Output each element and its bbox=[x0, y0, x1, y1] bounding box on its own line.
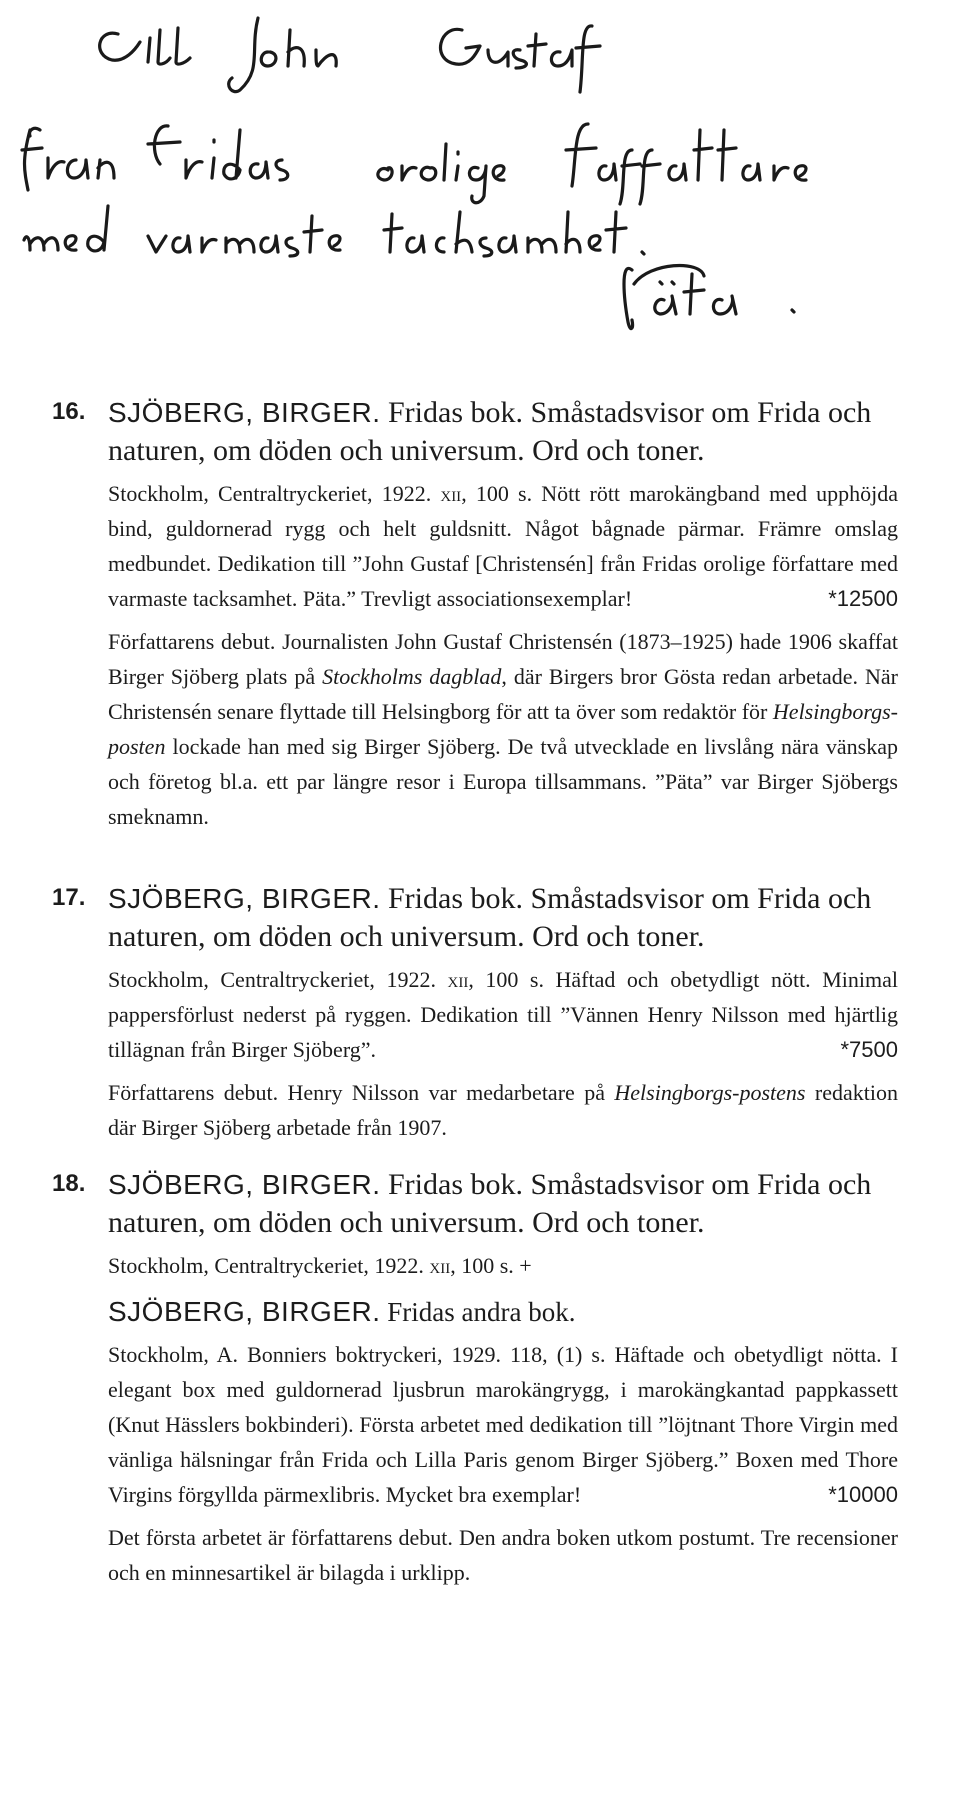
pagination-roman: xii bbox=[429, 1253, 451, 1278]
note-text: Författarens debut. Henry Nilsson var medarbetare på bbox=[108, 1080, 615, 1105]
entry-author: SJÖBERG, BIRGER. bbox=[108, 397, 381, 428]
entry-author: SJÖBERG, BIRGER. bbox=[108, 1169, 381, 1200]
pagination-roman: xii bbox=[440, 481, 462, 506]
description-text: , 100 s. + bbox=[450, 1253, 532, 1278]
entry-title-text: Fridas bok. Småstadsvisor om Frida och naturen, om döden och universum. Ord och toner. bbox=[108, 396, 872, 467]
entry-number: 17. bbox=[52, 884, 86, 911]
catalog-entry bbox=[52, 880, 898, 1145]
note-text: lockade han med sig Birger Sjöberg. De två utvecklade en livslång nära vänskap och företog bl.a. ett par längre resor i Europa tillsammans. ”Päta” var Birger Sjöbergs smeknamn. bbox=[108, 734, 898, 829]
entry-title bbox=[108, 394, 898, 470]
note-text: Det första arbetet är författarens debut. Den andra boken utkom postumt. Tre recensioner och en minnesartikel är bilagda i urklipp. bbox=[108, 1525, 898, 1585]
handwritten-inscription bbox=[0, 0, 960, 400]
catalog-entry bbox=[52, 394, 898, 834]
entry-note bbox=[108, 624, 898, 834]
description-text: Stockholm, Centraltryckeriet, 1922. bbox=[108, 967, 448, 992]
note-text: redaktion där Birger Sjöberg arbetade från 1907. bbox=[108, 1080, 898, 1140]
description-text: , 100 s. Häftad och obetydligt nött. Minimal pappersförlust nederst på ryggen. Dedikation till ”Vännen Henry Nilsson med hjärtlig tillägnan från Birger Sjöberg”. bbox=[108, 967, 898, 1062]
note-italic: Stockholms dagblad bbox=[322, 664, 502, 689]
entry-title-text: Fridas bok. Småstadsvisor om Frida och naturen, om döden och universum. Ord och toner. bbox=[108, 882, 872, 953]
description-text: Stockholm, A. Bonniers boktryckeri, 1929. 118, (1) s. Häftade och obetydligt nötta. I elegant box med guldornerad ljusbrun marokängrygg, i marokängkantad pappkassett (Knut Hässlers bokbinderi). Första arbetet med dedikation till ”löjtnant Thore Virgin med vänliga hälsningar från Frida och Lilla Paris genom Birger Sjöberg.” Boxen med Thore Virgins förgyllda pärmexlibris. Mycket bra exemplar! bbox=[108, 1342, 898, 1507]
entry-title-text: Fridas andra bok. bbox=[380, 1297, 576, 1327]
entry-number: 18. bbox=[52, 1170, 86, 1197]
description-text: Stockholm, Centraltryckeriet, 1922. bbox=[108, 1253, 430, 1278]
entry-title bbox=[108, 880, 898, 956]
entry-description bbox=[108, 1248, 898, 1283]
second-title bbox=[108, 1293, 898, 1331]
entry-author: SJÖBERG, BIRGER. bbox=[108, 1296, 381, 1327]
entry-title bbox=[108, 1166, 898, 1242]
note-italic: Helsingborgs-postens bbox=[614, 1080, 806, 1105]
entry-note bbox=[108, 1520, 898, 1590]
entry-number: 16. bbox=[52, 398, 86, 425]
entry-description bbox=[108, 1337, 898, 1512]
entry-title-text: Fridas bok. Småstadsvisor om Frida och naturen, om döden och universum. Ord och toner. bbox=[108, 1168, 872, 1239]
entry-price: *12500 bbox=[828, 586, 898, 611]
description-text: , 100 s. Nött rött marokängband med upphöjda bind, guldornerad rygg och helt guldsnitt. Något bågnade pärmar. Främre omslag medbundet. Dedikation till ”John Gustaf [Christensén] från Fridas orolige författare med varmaste tacksamhet. Päta.” Trevligt associationsexemplar! bbox=[108, 481, 899, 611]
catalog-entry bbox=[52, 1166, 898, 1590]
entry-price: *7500 bbox=[840, 1037, 898, 1062]
inscription-line-3 bbox=[24, 206, 644, 256]
entry-description bbox=[108, 476, 898, 616]
entry-note bbox=[108, 1075, 898, 1145]
entry-author: SJÖBERG, BIRGER. bbox=[108, 883, 381, 914]
inscription-line-1 bbox=[100, 18, 600, 92]
note-text: Författarens debut. Journalisten John Gustaf Christensén (1873–1925) hade 1906 skaffat Birger Sjöberg plats på bbox=[108, 629, 898, 689]
note-text: , där Birgers bror Gösta redan arbetade. När Christensén senare flyttade till Helsingborg för att ta över som redaktör för bbox=[108, 664, 898, 724]
inscription-line-2 bbox=[22, 124, 806, 204]
note-italic: Helsingborgs-posten bbox=[108, 699, 898, 759]
description-text: Stockholm, Centraltryckeriet, 1922. bbox=[108, 481, 441, 506]
inscription-signature bbox=[624, 266, 794, 329]
entry-description bbox=[108, 962, 898, 1067]
entry-price: *10000 bbox=[828, 1482, 898, 1507]
pagination-roman: xii bbox=[447, 967, 469, 992]
